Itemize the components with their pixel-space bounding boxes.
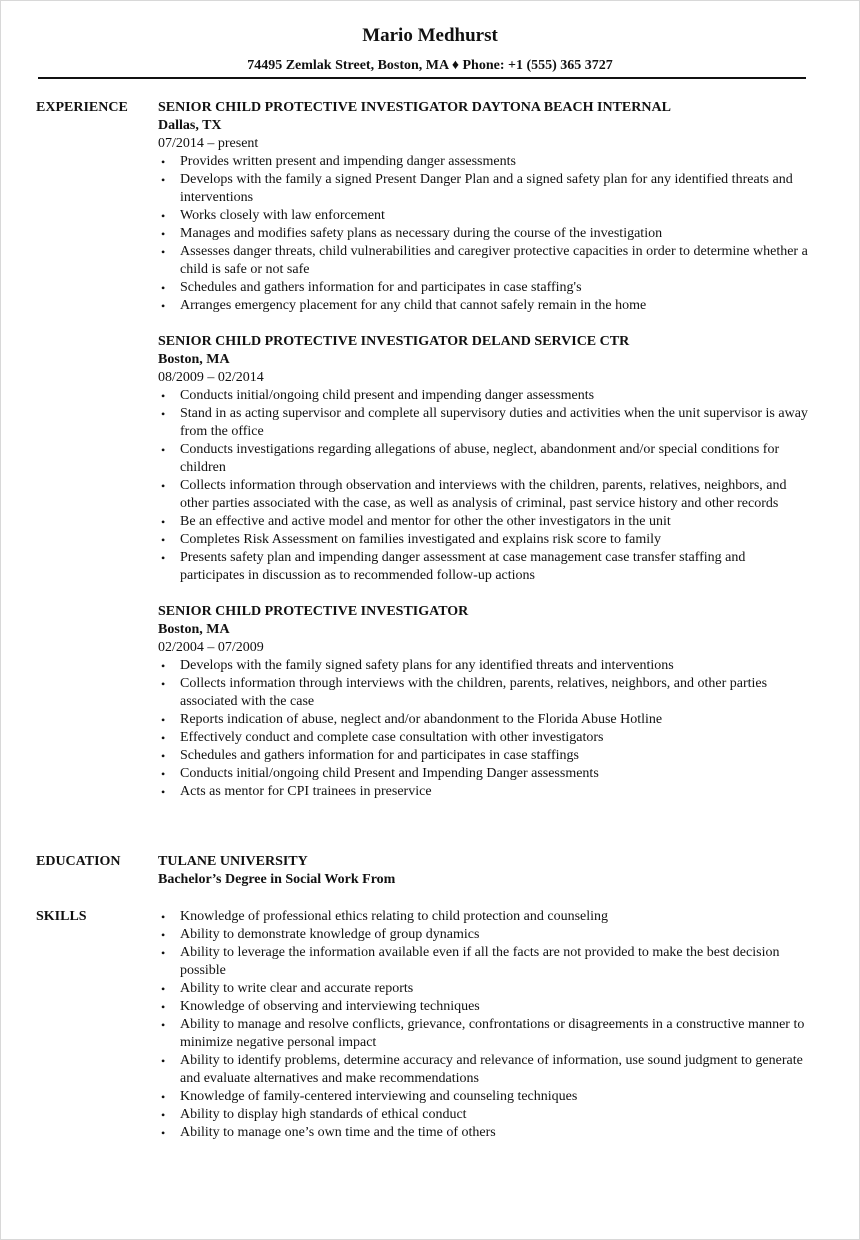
bullet-item: [158, 297, 810, 315]
job-entry: [158, 333, 810, 585]
bullet-text: Provides written present and impending danger assessments: [180, 154, 516, 169]
bullet-item: [158, 243, 810, 279]
job-title: SENIOR CHILD PROTECTIVE INVESTIGATOR: [158, 604, 469, 619]
bullet-icon: •: [161, 731, 166, 745]
bullet-icon: •: [161, 407, 166, 421]
bullet-icon: •: [161, 928, 166, 942]
bullet-icon: •: [161, 155, 166, 169]
experience-list: [158, 99, 810, 819]
bullet-text: Ability to identify problems, determine accuracy and relevance of information, use sound judgment to generate and evaluate alternatives and make recommendations: [180, 1053, 803, 1086]
resume-header: [0, 24, 860, 75]
bullet-item: [158, 711, 810, 729]
bullet-text: Ability to manage one’s own time and the time of others: [180, 1125, 496, 1140]
bullet-item: [158, 747, 810, 765]
bullet-item: [158, 477, 810, 513]
bullet-icon: •: [161, 533, 166, 547]
bullet-item: [158, 980, 810, 998]
bullet-icon: •: [161, 1126, 166, 1140]
job-location: Boston, MA: [158, 352, 230, 367]
job-duties-list: [158, 153, 810, 315]
bullet-icon: •: [161, 515, 166, 529]
bullet-item: [158, 729, 810, 747]
bullet-text: Acts as mentor for CPI trainees in preservice: [180, 784, 432, 799]
bullet-item: [158, 1106, 810, 1124]
bullet-item: [158, 387, 810, 405]
bullet-text: Develops with the family signed safety plans for any identified threats and interventions: [180, 658, 674, 673]
bullet-text: Knowledge of family-centered interviewing and counseling techniques: [180, 1089, 578, 1104]
bullet-item: [158, 441, 810, 477]
bullet-text: Conducts initial/ongoing child present and impending danger assessments: [180, 388, 595, 403]
bullet-icon: •: [161, 785, 166, 799]
job-title: SENIOR CHILD PROTECTIVE INVESTIGATOR DAYTONA BEACH INTERNAL: [158, 100, 671, 115]
bullet-item: [158, 908, 810, 926]
bullet-icon: •: [161, 659, 166, 673]
bullet-icon: •: [161, 1090, 166, 1104]
bullet-icon: •: [161, 1000, 166, 1014]
job-entry: [158, 99, 810, 315]
bullet-item: [158, 1016, 810, 1052]
bullet-text: Ability to leverage the information available even if all the facts are not provided to make the best decision possible: [180, 945, 780, 978]
bullet-text: Develops with the family a signed Present Danger Plan and a signed safety plan for any identified threats and interventions: [180, 172, 793, 205]
skills-list: [158, 908, 810, 1142]
bullet-item: [158, 998, 810, 1016]
bullet-text: Be an effective and active model and mentor for other the other investigators in the unit: [180, 514, 671, 529]
bullet-text: Collects information through interviews with the children, parents, relatives, neighbors, and other parties associated with the case: [180, 676, 768, 709]
bullet-text: Works closely with law enforcement: [180, 208, 385, 223]
header-divider: [38, 77, 806, 79]
bullet-icon: •: [161, 713, 166, 727]
skills-heading: SKILLS: [36, 909, 87, 924]
bullet-icon: •: [161, 767, 166, 781]
bullet-icon: •: [161, 281, 166, 295]
bullet-icon: •: [161, 551, 166, 565]
bullet-icon: •: [161, 443, 166, 457]
bullet-item: [158, 657, 810, 675]
bullet-text: Ability to demonstrate knowledge of group dynamics: [180, 927, 480, 942]
bullet-item: [158, 926, 810, 944]
bullet-item: [158, 405, 810, 441]
bullet-text: Knowledge of observing and interviewing techniques: [180, 999, 480, 1014]
bullet-text: Ability to write clear and accurate reports: [180, 981, 414, 996]
bullet-text: Ability to manage and resolve conflicts, grievance, confrontations or disagreements in a constructive manner to minimize negative personal impact: [180, 1017, 805, 1050]
bullet-item: [158, 153, 810, 171]
bullet-icon: •: [161, 299, 166, 313]
bullet-text: Schedules and gathers information for and participates in case staffing's: [180, 280, 582, 295]
bullet-icon: •: [161, 1054, 166, 1068]
bullet-icon: •: [161, 245, 166, 259]
job-dates: 07/2014 – present: [158, 136, 259, 151]
bullet-icon: •: [161, 209, 166, 223]
bullet-item: [158, 207, 810, 225]
bullet-text: Arranges emergency placement for any child that cannot safely remain in the home: [180, 298, 647, 313]
bullet-icon: •: [161, 1018, 166, 1032]
bullet-icon: •: [161, 1108, 166, 1122]
bullet-item: [158, 225, 810, 243]
bullet-text: Reports indication of abuse, neglect and/or abandonment to the Florida Abuse Hotline: [180, 712, 663, 727]
bullet-item: [158, 1052, 810, 1088]
bullet-item: [158, 1124, 810, 1142]
bullet-icon: •: [161, 173, 166, 187]
job-title: SENIOR CHILD PROTECTIVE INVESTIGATOR DELAND SERVICE CTR: [158, 334, 630, 349]
bullet-icon: •: [161, 227, 166, 241]
experience-heading: EXPERIENCE: [36, 100, 128, 115]
bullet-item: [158, 1088, 810, 1106]
bullet-text: Presents safety plan and impending danger assessment at case management case transfer staffing and participates in discussion as to recommended follow-up actions: [180, 550, 746, 583]
bullet-icon: •: [161, 677, 166, 691]
bullet-item: [158, 531, 810, 549]
bullet-item: [158, 944, 810, 980]
bullet-item: [158, 675, 810, 711]
bullet-item: [158, 783, 810, 801]
bullet-item: [158, 171, 810, 207]
job-duties-list: [158, 657, 810, 801]
school-name: TULANE UNIVERSITY: [158, 854, 308, 869]
bullet-icon: •: [161, 389, 166, 403]
job-dates: 08/2009 – 02/2014: [158, 370, 264, 385]
education-heading: EDUCATION: [36, 854, 121, 869]
bullet-text: Stand in as acting supervisor and complete all supervisory duties and activities when the unit supervisor is away from the office: [180, 406, 808, 439]
bullet-text: Knowledge of professional ethics relating to child protection and counseling: [180, 909, 609, 924]
bullet-text: Schedules and gathers information for and participates in case staffings: [180, 748, 580, 763]
job-dates: 02/2004 – 07/2009: [158, 640, 264, 655]
job-location: Boston, MA: [158, 622, 230, 637]
degree: Bachelor’s Degree in Social Work From: [158, 872, 396, 887]
job-duties-list: [158, 387, 810, 585]
bullet-icon: •: [161, 982, 166, 996]
job-location: Dallas, TX: [158, 118, 222, 133]
bullet-text: Effectively conduct and complete case consultation with other investigators: [180, 730, 604, 745]
job-entry: [158, 603, 810, 801]
education-entry: [158, 853, 810, 889]
contact-line: 74495 Zemlak Street, Boston, MA ♦ Phone: +1 (555) 365 3727: [247, 58, 613, 73]
bullet-item: [158, 513, 810, 531]
bullet-item: [158, 549, 810, 585]
bullet-text: Conducts initial/ongoing child Present and Impending Danger assessments: [180, 766, 599, 781]
bullet-text: Collects information through observation and interviews with the children, parents, relatives, neighbors, and other parties associated with the case, as well as analysis of criminal, past service history and other records: [180, 478, 787, 511]
bullet-icon: •: [161, 946, 166, 960]
bullet-item: [158, 279, 810, 297]
bullet-icon: •: [161, 749, 166, 763]
bullet-text: Completes Risk Assessment on families investigated and explains risk score to family: [180, 532, 661, 547]
bullet-icon: •: [161, 910, 166, 924]
bullet-text: Manages and modifies safety plans as necessary during the course of the investigation: [180, 226, 663, 241]
bullet-text: Ability to display high standards of ethical conduct: [180, 1107, 467, 1122]
candidate-name: Mario Medhurst: [362, 25, 498, 46]
bullet-icon: •: [161, 479, 166, 493]
bullet-text: Conducts investigations regarding allegations of abuse, neglect, abandonment and/or special conditions for children: [180, 442, 780, 475]
bullet-item: [158, 765, 810, 783]
skills-body: [158, 908, 810, 1142]
bullet-text: Assesses danger threats, child vulnerabilities and caregiver protective capacities in order to determine whether a child is safe or not safe: [180, 244, 808, 277]
